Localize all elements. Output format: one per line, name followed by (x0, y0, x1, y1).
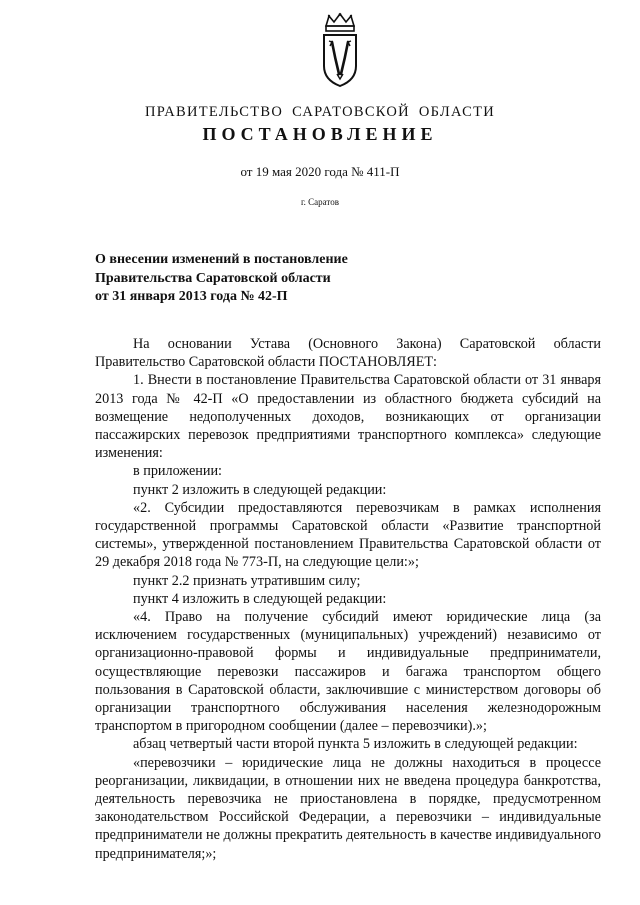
document-date-number: от 19 мая 2020 года № 411-П (240, 164, 400, 179)
body-paragraph: 1. Внести в постановление Правительства Саратовской области от 31 января 2013 года № 42-П «О предоставлении из областного бюджета субсидий на возмещение недополученных доходов, возникающих от организации пассажирских перевозок предприятиями транспортного комплекса» следующие изменения: (95, 372, 601, 462)
subject-line: О внесении изменений в постановление (95, 252, 348, 267)
body-paragraph: абзац четвертый части второй пункта 5 изложить в следующей редакции: (133, 736, 578, 753)
document-city: г. Саратов (301, 197, 339, 207)
government-name: ПРАВИТЕЛЬСТВО САРАТОВСКОЙ ОБЛАСТИ (144, 104, 496, 120)
body-paragraph: «2. Субсидии предоставляются перевозчикам в рамках исполнения государственной программы Саратовской области «Развитие транспортной системы», утвержденной постановлением Правительства Саратовской области от 29 декабря 2018 года № 773-П, на следующие цели:»; (95, 499, 601, 571)
document-title: ПОСТАНОВЛЕНИЕ (202, 124, 438, 144)
body-paragraph: пункт 2 изложить в следующей редакции: (133, 481, 387, 498)
body-paragraph: в приложении: (133, 463, 222, 480)
document-body (95, 335, 601, 863)
subject-line: Правительства Саратовской области (95, 270, 331, 286)
saratov-coat-of-arms-icon (318, 12, 362, 88)
body-paragraph: пункт 4 изложить в следующей редакции: (133, 590, 387, 607)
body-paragraph: На основании Устава (Основного Закона) Саратовской области Правительство Саратовской области ПОСТАНОВЛЯЕТ: (95, 336, 601, 371)
body-paragraph: пункт 2.2 признать утратившим силу; (133, 572, 361, 589)
body-paragraph: «перевозчики – юридические лица не должны находиться в процессе реорганизации, ликвидации, в отношении них не введена процедура банкротства, деятельность перевозчика не приостановлена в порядке, предусмотренном законодательством Российской Федерации, а перевозчики – индивидуальные предприниматели не должны прекратить деятельность в качестве индивидуального предпринимателя;»; (95, 754, 601, 862)
body-paragraph: «4. Право на получение субсидий имеют юридические лица (за исключением государственных (муниципальных) учреждений) независимо от организационно-правовой формы и индивидуальные предприниматели, осуществляющие перевозки пассажиров и багажа транспортом общего пользования в Саратовской области, заключившие с министерством договоры об организации транспортного обслуживания населения железнодорожным транспортом в пригородном сообщении (далее – перевозчики).»; (95, 609, 601, 735)
subject-line: от 31 января 2013 года № 42-П (95, 289, 288, 304)
document-subject (95, 251, 475, 307)
